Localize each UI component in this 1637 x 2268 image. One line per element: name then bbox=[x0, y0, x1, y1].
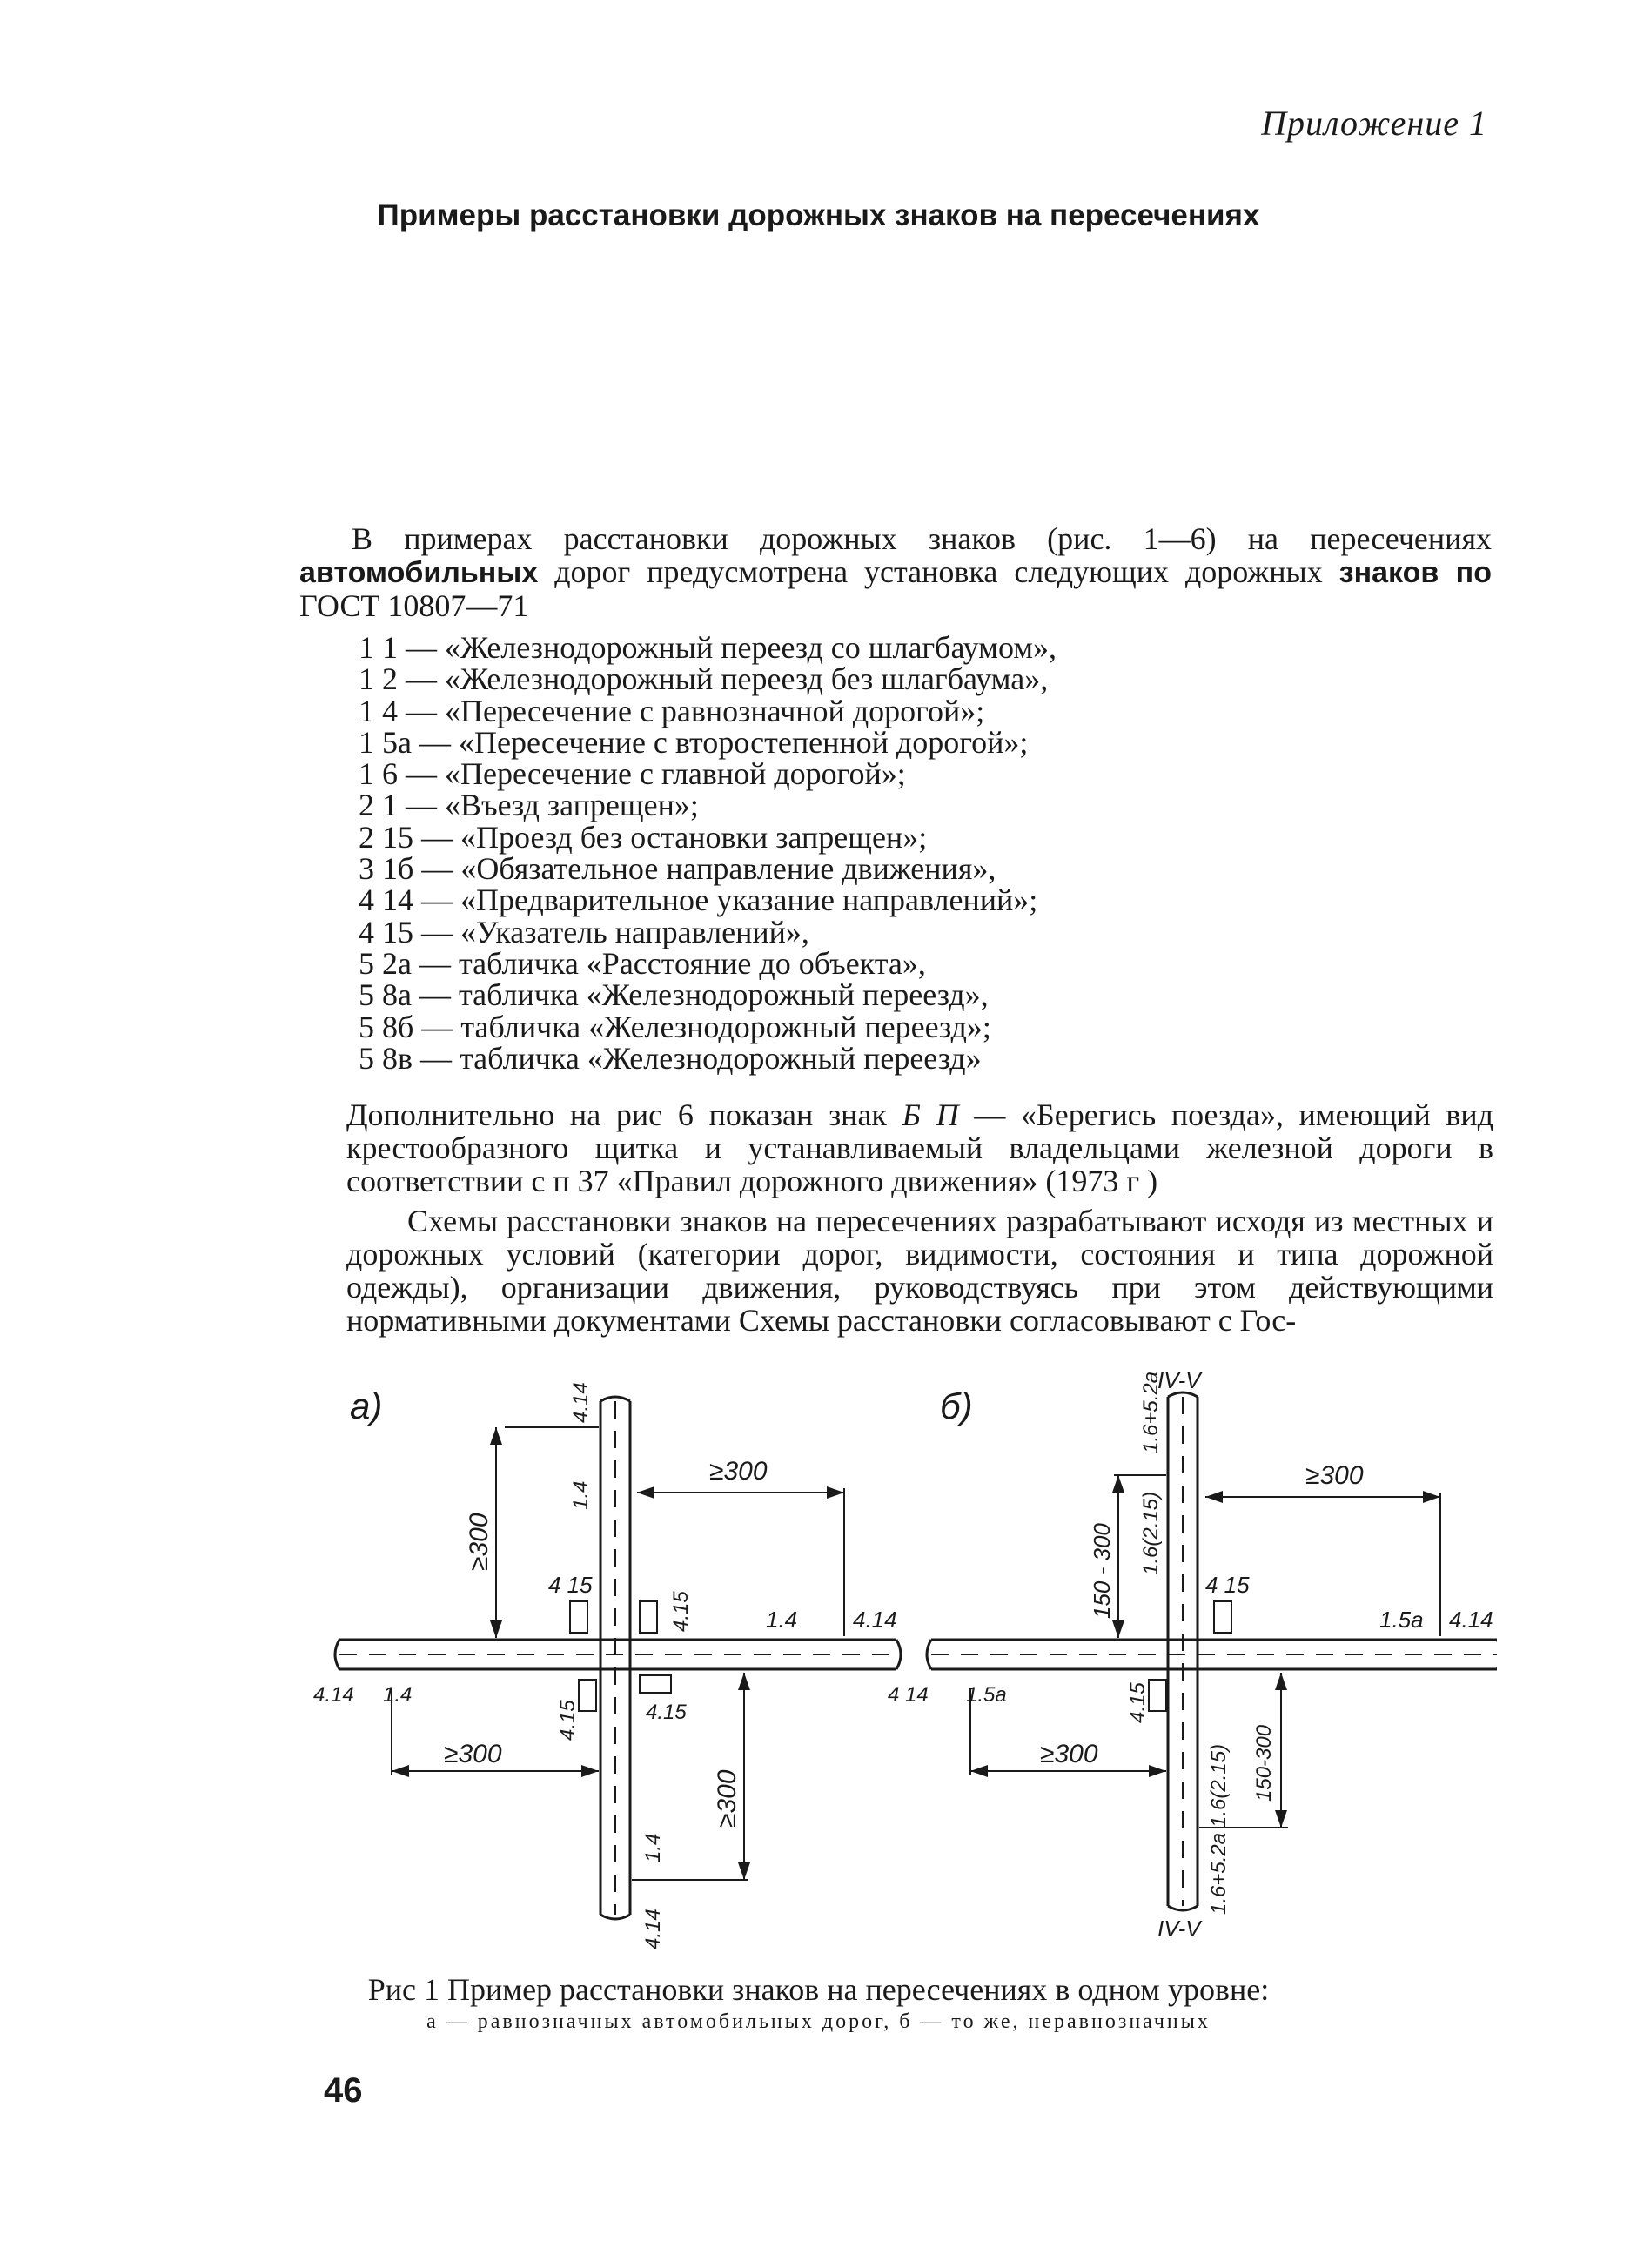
diagram-a bbox=[313, 1382, 901, 1949]
diagram-a-bottom-sign-414: 4.14 bbox=[641, 1909, 665, 1949]
diagram-a-sign-415-d: 4.15 bbox=[646, 1701, 687, 1724]
diagram-a-sign-415-left: 4 15 bbox=[548, 1572, 593, 1598]
sign-list-item: 1 5а — «Пересечение с второстепенной дорогой»; bbox=[359, 724, 1029, 760]
diagram-a-h-dist-bottom: ≥300 bbox=[444, 1740, 502, 1768]
sign-list-item: 5 8б — табличка «Железнодорожный переезд»; bbox=[359, 1009, 991, 1044]
para2-start: Дополнительно на рис 6 показан знак bbox=[346, 1097, 902, 1132]
sign-list-item: 4 15 — «Указатель направлений», bbox=[359, 914, 809, 949]
diagram-b-h-dist-top: ≥300 bbox=[1305, 1461, 1364, 1490]
diagram-a-v-dist-bottom: ≥300 bbox=[713, 1769, 741, 1828]
diagram-a-left-sign-414: 4.14 bbox=[313, 1683, 354, 1707]
sign-list-item: 1 2 — «Железнодорожный переезд без шлагбаума», bbox=[359, 661, 1049, 697]
sign-list-item: 4 14 — «Предварительное указание направлений»; bbox=[359, 882, 1038, 918]
intro-text-end: ГОСТ 10807—71 bbox=[299, 588, 529, 623]
diagram-a-right-sign-414: 4.14 bbox=[853, 1607, 897, 1633]
diagram-a-sign-415-c: 4.15 bbox=[556, 1700, 580, 1741]
page-title: Примеры расстановки дорожных знаков на пересечениях bbox=[377, 198, 1260, 232]
diagram-a-top-dist: ≥300 bbox=[465, 1513, 493, 1571]
diagram-b-right-sign-15a: 1.5а bbox=[1379, 1607, 1424, 1633]
sign-list-item: 1 1 — «Железнодорожный переезд со шлагбаумом», bbox=[359, 630, 1057, 665]
sign-list-item: 2 1 — «Въезд запрещен»; bbox=[359, 788, 699, 823]
sign-list-item: 5 8в — табличка «Железнодорожный переезд» bbox=[359, 1040, 982, 1076]
sign-list-item: 1 4 — «Пересечение с равнозначной дорогой»; bbox=[359, 693, 985, 728]
sign-list-item: 5 8а — табличка «Железнодорожный переезд», bbox=[359, 977, 989, 1013]
diagram-b-left-sign-414: 4 14 bbox=[888, 1683, 929, 1707]
diagram-b-bottom-dist: 150-300 bbox=[1252, 1724, 1276, 1802]
diagram-b-left-sign-15a: 1.5а bbox=[966, 1683, 1007, 1707]
intro-bold-2: знаков по bbox=[1338, 556, 1492, 589]
sign-list-item: 2 15 — «Проезд без остановки запрещен»; bbox=[359, 819, 928, 855]
diagram-b-bottom-sign-16-52a: 1.6+5.2а bbox=[1207, 1832, 1231, 1915]
diagram-a-label: а) bbox=[350, 1386, 383, 1426]
diagram-b-label: б) bbox=[940, 1386, 973, 1426]
page-number: 46 bbox=[324, 2071, 363, 2110]
sign-list-item: 3 1б — «Обязательное направление движения», bbox=[359, 851, 996, 887]
diagram-a-bottom-sign-14: 1.4 bbox=[641, 1833, 665, 1862]
diagram-b bbox=[888, 1367, 1497, 1942]
intro-bold-1: автомобильных bbox=[299, 556, 539, 589]
diagram-b-sign-415: 4 15 bbox=[1205, 1572, 1250, 1598]
diagram-b-right-sign-414: 4.14 bbox=[1449, 1607, 1493, 1633]
intersection-diagram bbox=[313, 1358, 1497, 1958]
intro-text-mid: дорог предусмотрена установка следующих дорожных bbox=[538, 554, 1339, 589]
diagram-b-top-code: IV-V bbox=[1157, 1367, 1201, 1393]
diagram-b-sign-415-c: 4.15 bbox=[1126, 1682, 1150, 1723]
figure-caption: Рис 1 Пример расстановки знаков на пересечениях в одном уровне: bbox=[367, 1972, 1270, 2007]
diagram-b-top-sign-16-215: 1.6(2.15) bbox=[1139, 1491, 1163, 1575]
intro-paragraph bbox=[299, 522, 1492, 622]
diagram-a-top-sign-14: 1.4 bbox=[569, 1480, 593, 1510]
sign-list bbox=[359, 632, 1057, 1074]
intro-text-start: В примерах расстановки дорожных знаков (рис. 1—6) на пересечениях bbox=[352, 521, 1492, 556]
diagram-b-h-dist-bottom: ≥300 bbox=[1040, 1740, 1098, 1768]
diagram-a-h-dist-top: ≥300 bbox=[709, 1457, 768, 1486]
diagram-b-bottom-sign-16-215: 1.6(2.15) bbox=[1207, 1743, 1231, 1828]
diagram-a-sign-415-right: 4.15 bbox=[669, 1591, 693, 1632]
paragraph-schemes: Схемы расстановки знаков на пересечениях разрабатывают исходя из местных и дорожных условий (категории дорог, видимости, состояния и типа дорожной одежды), организации движения, руководствуясь при этом действующими нормативными документами Схемы расстановки согласовывают с Гос- bbox=[346, 1204, 1493, 1338]
sign-list-item: 5 2а — табличка «Расстояние до объекта», bbox=[359, 945, 926, 981]
diagram-a-top-sign-414: 4.14 bbox=[569, 1382, 593, 1423]
diagram-a-right-sign-14: 1.4 bbox=[766, 1607, 798, 1633]
sign-list-item: 1 6 — «Пересечение с главной дорогой»; bbox=[359, 756, 906, 792]
figure-subcaption: а — равнозначных автомобильных дорог, б — то же, неравнозначных bbox=[426, 2010, 1211, 2033]
diagram-a-left-sign-14: 1.4 bbox=[383, 1683, 413, 1707]
diagram-b-bottom-code: IV-V bbox=[1157, 1916, 1201, 1942]
diagram-b-top-sign-16-52a: 1.6+5.2а bbox=[1139, 1371, 1163, 1453]
diagram-b-top-dist: 150 - 300 bbox=[1089, 1523, 1115, 1619]
para2-end: — «Берегись поезда», имеющий вид крестообразного щитка и устанавливаемый владельцами железной дороги в соответствии с п 37 «Правил дорожного движения» (1973 г ) bbox=[346, 1097, 1494, 1198]
para2-sign-code: Б П bbox=[902, 1097, 959, 1132]
appendix-label: Приложение 1 bbox=[1261, 104, 1487, 143]
paragraph-railway-sign bbox=[346, 1098, 1493, 1198]
